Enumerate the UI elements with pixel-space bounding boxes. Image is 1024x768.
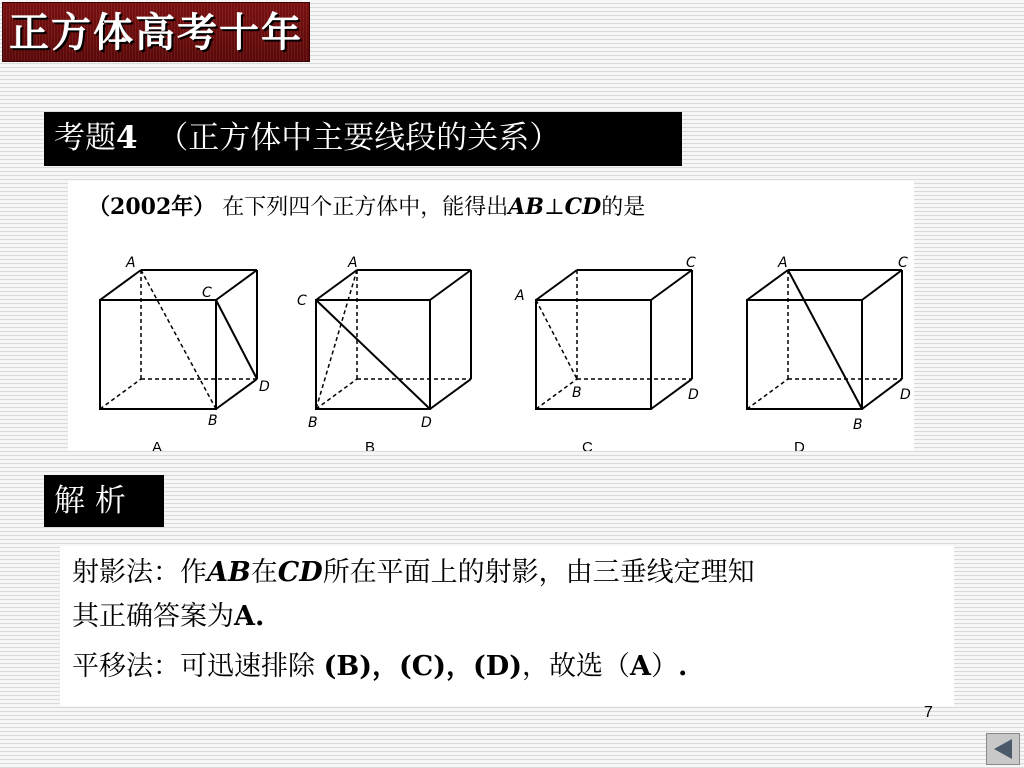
cube-b-label-c: C: [297, 293, 307, 309]
answer-line2-part1: 其正确答案为: [72, 601, 234, 632]
answer-line2-bold: A.: [234, 601, 265, 632]
question-tail: 的是: [601, 195, 646, 220]
answer-option-a: A: [629, 651, 651, 682]
cube-d-figure: [747, 270, 902, 409]
cube-d-label-d: D: [900, 387, 911, 403]
cube-c-figure: [536, 270, 692, 409]
answer-ab: AB: [207, 557, 251, 588]
perp-symbol: ⊥: [543, 195, 565, 220]
cube-c-label-d: D: [688, 387, 699, 403]
topic-prefix: 考题: [54, 120, 116, 156]
cube-a-figure: [100, 270, 257, 409]
topic-text: （正方体中主要线段的关系）: [157, 120, 561, 156]
previous-slide-button[interactable]: [986, 733, 1020, 765]
triangle-left-icon: [987, 734, 1019, 764]
answer-line1-part2: 在: [250, 557, 278, 588]
option-a-label: A: [152, 439, 163, 451]
answer-sep2: ，: [446, 651, 474, 682]
answer-option-b: (B): [323, 651, 372, 682]
answer-line3-part3: ）: [650, 651, 678, 682]
answer-line3-part1: 平移法：可迅速排除: [72, 651, 324, 682]
answer-line-1: [72, 554, 755, 592]
cube-b-label-a: A: [348, 255, 358, 271]
answer-line-3: [72, 648, 687, 686]
question-area: [68, 181, 914, 451]
answer-option-d: (D): [473, 651, 522, 682]
cube-b-label-d: D: [421, 415, 432, 431]
answer-line1-part1: 射影法：作: [72, 557, 207, 588]
answer-sep1: ，: [371, 651, 399, 682]
cube-a-label-b: B: [208, 413, 218, 429]
cube-figures: [68, 181, 914, 451]
answer-line-2: [72, 598, 264, 636]
math-cd: CD: [564, 194, 602, 220]
cube-c-label-c: C: [686, 255, 696, 271]
cube-d-label-c: C: [898, 255, 908, 271]
question-year: 2002: [110, 194, 172, 220]
answer-option-c: (C): [398, 651, 447, 682]
answer-area: [60, 546, 954, 706]
question-year-close: 年）: [171, 194, 216, 220]
cube-c-label-a: A: [515, 288, 525, 304]
answer-line3-part2: ，故选（: [521, 651, 630, 682]
math-ab: AB: [508, 194, 544, 220]
topic-label: [44, 112, 682, 166]
topic-number: 4: [116, 120, 138, 156]
cube-b-label-b: B: [308, 415, 318, 431]
option-c-label: C: [582, 439, 593, 451]
cube-a-label-d: D: [259, 379, 270, 395]
answer-line3-end: .: [677, 651, 688, 682]
cube-c-label-b: B: [572, 385, 582, 401]
cube-a-label-c: C: [202, 285, 212, 301]
cube-d-label-a: A: [778, 255, 788, 271]
option-b-label: B: [365, 439, 376, 451]
question-year-open: （: [88, 194, 111, 220]
cube-a-label-a: A: [126, 255, 136, 271]
analysis-label: 解 析: [44, 475, 164, 527]
cube-b-figure: [316, 270, 471, 409]
answer-line1-part3: 所在平面上的射影，由三垂线定理知: [322, 557, 755, 588]
option-d-label: D: [794, 439, 805, 451]
title-banner: [2, 2, 310, 62]
question-body: 在下列四个正方体中，能得出: [215, 195, 509, 220]
answer-cd: CD: [277, 557, 323, 588]
page-number: 7: [924, 704, 933, 721]
slide-title: 正方体高考十年: [9, 9, 303, 56]
cube-d-label-b: B: [853, 417, 863, 433]
